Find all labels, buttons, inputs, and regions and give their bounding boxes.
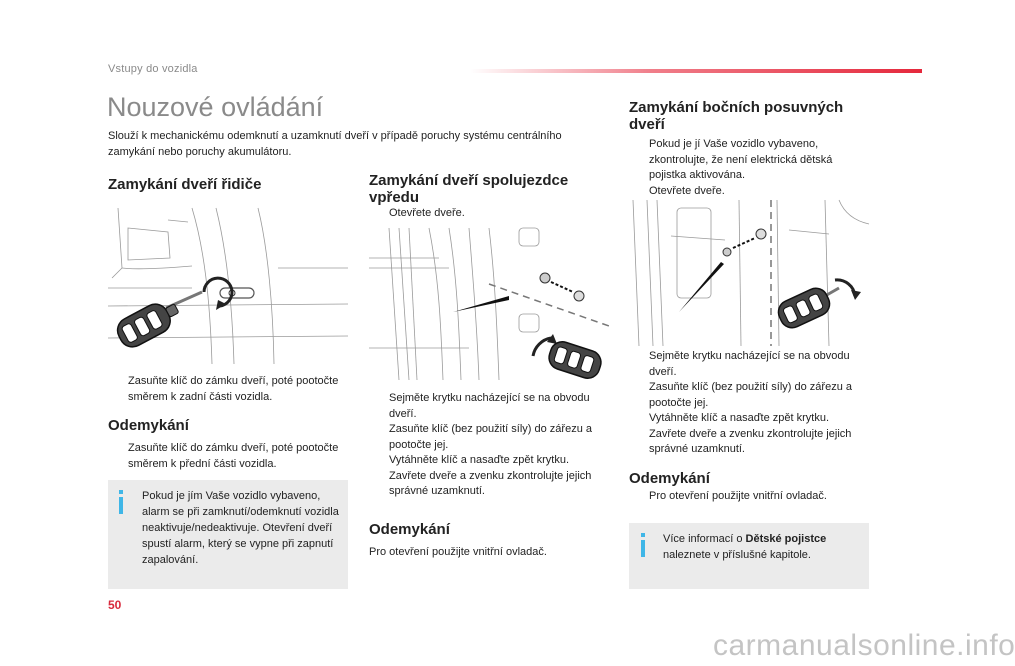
page-title: Nouzové ovládání [107, 92, 324, 122]
alarm-info-box [108, 480, 348, 589]
section-header: Vstupy do vozidla [108, 63, 198, 75]
list-item: Zasuňte klíč do zámku dveří, poté pootočte směrem k přední části vozidla. [128, 442, 339, 470]
col1-heading: Zamykání dveří řidiče [108, 176, 262, 193]
col2-steps-top [369, 206, 609, 222]
driver-door-illustration [108, 208, 348, 364]
sliding-door-drawing [629, 200, 869, 346]
driver-door-drawing [108, 208, 348, 364]
list-item: Zasuňte klíč (bez použití síly) do zářezu a pootočte jej. [649, 381, 852, 409]
alarm-info-text: Pokud je jím Vaše vozidlo vybaveno, alarm se při zamknutí/odemknutí vozidla neaktivuje/nedeaktivuje. Otevření dveří spustí alarm, který se vypne při zapnutí zapalování. [142, 490, 339, 566]
col2-steps [369, 391, 609, 500]
col3-heading: Zamykání bočních posuvných dveří [629, 99, 844, 133]
list-item: Vytáhněte klíč a nasaďte zpět krytku. [649, 412, 830, 424]
list-item: Sejměte krytku nacházející se na obvodu dveří. [649, 350, 850, 378]
list-item: Zavřete dveře a zvenku zkontrolujte jejich správné uzamknutí. [389, 469, 592, 497]
list-item: Zasuňte klíč do zámku dveří, poté pootočte směrem k zadní části vozidla. [128, 375, 339, 403]
col2-unlock-heading: Odemykání [369, 521, 450, 538]
header-accent-line [470, 69, 922, 73]
col3-steps-top [629, 137, 869, 199]
col1-steps [108, 374, 348, 405]
list-item: Zasuňte klíč (bez použití síly) do zářezu a pootočte jej. [389, 423, 592, 451]
list-item: Pro otevření použijte vnitřní ovladač. [649, 490, 827, 502]
list-item: Pokud je jí Vaše vozidlo vybaveno, zkontrolujte, že není elektrická dětská pojistka aktivována. [649, 138, 833, 181]
watermark: carmanualsonline.info [713, 629, 1015, 662]
passenger-door-drawing [369, 228, 609, 380]
col3-unlock-heading: Odemykání [629, 470, 710, 487]
child-lock-info-box [629, 523, 869, 589]
info-icon [638, 533, 648, 557]
col2-unlock-text: Pro otevření použijte vnitřní ovladač. [369, 546, 547, 558]
page-number: 50 [108, 598, 122, 612]
passenger-door-illustration [369, 228, 609, 380]
col3-unlock-steps [629, 489, 869, 505]
child-lock-reference: Dětské pojistce [745, 533, 827, 545]
list-item: Otevřete dveře. [389, 207, 465, 219]
info-icon [116, 490, 126, 514]
intro-text: Slouží k mechanickému odemknutí a uzamknutí dveří v případě poruchy systému centrálního zamykání nebo poruchy akumulátoru. [108, 130, 562, 158]
col1-unlock-heading: Odemykání [108, 417, 189, 434]
list-item: Vytáhněte klíč a nasaďte zpět krytku. [389, 454, 570, 466]
col3-steps [629, 349, 869, 458]
list-item: Sejměte krytku nacházející se na obvodu dveří. [389, 392, 590, 420]
col1-unlock-steps [108, 441, 348, 472]
sliding-door-illustration [629, 200, 869, 346]
child-lock-info-text: Více informací o Dětské pojistce naleznete v příslušné kapitole. [663, 533, 827, 561]
col2-heading: Zamykání dveří spolujezdce vpředu [369, 172, 569, 206]
list-item: Otevřete dveře. [649, 184, 725, 197]
list-item: Zavřete dveře a zvenku zkontrolujte jejich správné uzamknutí. [649, 427, 852, 455]
